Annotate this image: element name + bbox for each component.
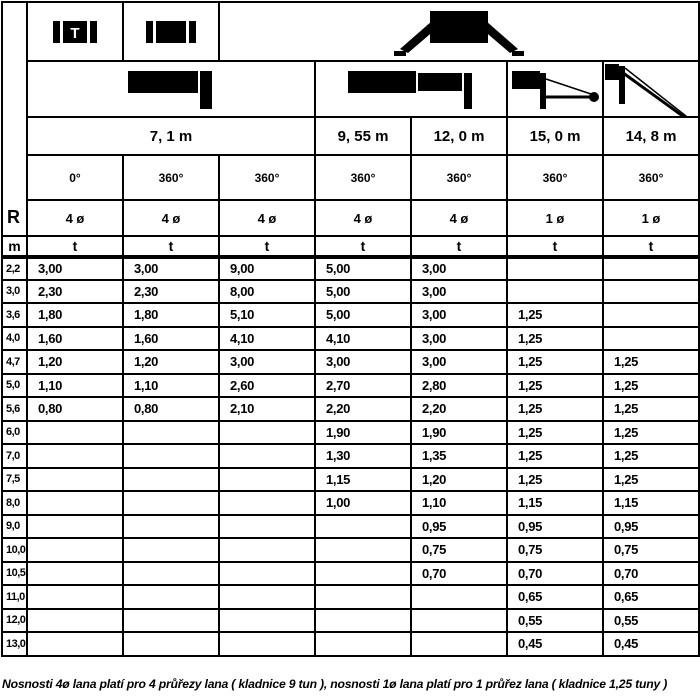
load-value-cell: 0,65 xyxy=(506,584,602,608)
radius-cell: 11,0 xyxy=(1,584,26,608)
load-value-cell: 0,95 xyxy=(410,514,506,538)
load-value-cell xyxy=(218,608,314,632)
load-value-cell xyxy=(122,537,218,561)
load-value-cell xyxy=(314,584,410,608)
boom-length-5: 14, 8 m xyxy=(602,116,698,154)
load-value-cell xyxy=(26,631,122,655)
load-value-cell: 3,00 xyxy=(26,255,122,279)
load-value-cell xyxy=(410,608,506,632)
load-value-cell xyxy=(314,608,410,632)
load-value-cell: 1,25 xyxy=(602,373,698,397)
load-value-cell: 0,95 xyxy=(602,514,698,538)
load-value-cell xyxy=(122,490,218,514)
load-value-cell: 1,15 xyxy=(506,490,602,514)
load-value-cell: 2,60 xyxy=(218,373,314,397)
load-unit: t xyxy=(26,235,122,255)
load-value-cell: 2,10 xyxy=(218,396,314,420)
load-value-cell: 1,20 xyxy=(410,467,506,491)
load-value-cell: 5,10 xyxy=(218,302,314,326)
load-value-cell xyxy=(122,514,218,538)
load-value-cell xyxy=(218,561,314,585)
load-value-cell xyxy=(26,561,122,585)
radius-cell: 10,0 xyxy=(1,537,26,561)
load-value-cell: 1,25 xyxy=(506,467,602,491)
radius-cell: 7,5 xyxy=(1,467,26,491)
boom-length-4: 15, 0 m xyxy=(506,116,602,154)
load-value-cell: 0,65 xyxy=(602,584,698,608)
load-value-cell: 3,00 xyxy=(410,326,506,350)
load-value-cell: 1,10 xyxy=(122,373,218,397)
load-value-cell xyxy=(602,255,698,279)
load-value-cell: 1,35 xyxy=(410,443,506,467)
load-value-cell: 0,75 xyxy=(410,537,506,561)
boom-length-3: 12, 0 m xyxy=(410,116,506,154)
radius-cell: 10,5 xyxy=(1,561,26,585)
rope-strands: 4 ø xyxy=(218,199,314,235)
boom-length-1: 7, 1 m xyxy=(26,116,314,154)
rope-strands: 4 ø xyxy=(122,199,218,235)
load-value-cell: 2,30 xyxy=(122,279,218,303)
radius-cell: 5,6 xyxy=(1,396,26,420)
slew-angle: 360° xyxy=(410,154,506,199)
load-value-cell xyxy=(26,584,122,608)
load-value-cell: 0,55 xyxy=(506,608,602,632)
load-unit: t xyxy=(218,235,314,255)
load-value-cell: 5,00 xyxy=(314,302,410,326)
load-value-cell: 0,75 xyxy=(602,537,698,561)
load-value-cell xyxy=(122,443,218,467)
load-value-cell: 3,00 xyxy=(122,255,218,279)
boom-pictogram-short xyxy=(26,60,314,116)
load-value-cell xyxy=(218,420,314,444)
load-value-cell: 0,55 xyxy=(602,608,698,632)
load-value-cell: 1,25 xyxy=(506,349,602,373)
load-value-cell: 0,95 xyxy=(506,514,602,538)
jib-pictogram-angled xyxy=(602,60,698,116)
load-value-cell xyxy=(122,608,218,632)
load-value-cell xyxy=(314,631,410,655)
load-value-cell: 1,25 xyxy=(602,420,698,444)
load-value-cell: 1,60 xyxy=(26,326,122,350)
load-value-cell: 8,00 xyxy=(218,279,314,303)
outrigger-box-pictogram xyxy=(122,1,218,60)
load-value-cell: 1,20 xyxy=(26,349,122,373)
load-value-cell: 0,80 xyxy=(26,396,122,420)
load-value-cell xyxy=(26,420,122,444)
load-value-cell xyxy=(314,514,410,538)
load-value-cell xyxy=(218,537,314,561)
load-value-cell: 1,25 xyxy=(506,396,602,420)
load-value-cell xyxy=(218,584,314,608)
load-value-cell: 1,25 xyxy=(602,349,698,373)
load-value-cell xyxy=(122,584,218,608)
load-value-cell: 1,60 xyxy=(122,326,218,350)
radius-cell: 9,0 xyxy=(1,514,26,538)
load-value-cell xyxy=(218,443,314,467)
load-value-cell xyxy=(410,631,506,655)
load-value-cell xyxy=(122,561,218,585)
load-value-cell: 4,10 xyxy=(218,326,314,350)
load-value-cell: 3,00 xyxy=(410,349,506,373)
load-value-cell xyxy=(122,631,218,655)
radius-cell: 2,2 xyxy=(1,255,26,279)
radius-cell: 8,0 xyxy=(1,490,26,514)
radius-cell: 3,0 xyxy=(1,279,26,303)
load-value-cell xyxy=(602,279,698,303)
load-value-cell: 5,00 xyxy=(314,255,410,279)
load-value-cell: 9,00 xyxy=(218,255,314,279)
load-value-cell: 5,00 xyxy=(314,279,410,303)
load-value-cell xyxy=(122,420,218,444)
load-value-cell: 2,70 xyxy=(314,373,410,397)
load-value-cell: 2,80 xyxy=(410,373,506,397)
svg-text:T: T xyxy=(70,24,80,42)
load-value-cell xyxy=(506,279,602,303)
load-value-cell xyxy=(218,490,314,514)
load-value-cell: 1,15 xyxy=(602,490,698,514)
load-value-cell xyxy=(602,302,698,326)
load-value-cell xyxy=(122,467,218,491)
load-value-cell: 1,25 xyxy=(602,443,698,467)
radius-cell: 4,0 xyxy=(1,326,26,350)
load-value-cell: 0,45 xyxy=(506,631,602,655)
radius-cell: 4,7 xyxy=(1,349,26,373)
load-unit: t xyxy=(410,235,506,255)
load-unit: t xyxy=(602,235,698,255)
load-value-cell xyxy=(314,561,410,585)
load-value-cell xyxy=(410,584,506,608)
load-value-cell: 1,25 xyxy=(506,420,602,444)
slew-angle: 360° xyxy=(506,154,602,199)
radius-cell: 3,6 xyxy=(1,302,26,326)
load-value-cell: 1,20 xyxy=(122,349,218,373)
slew-angle: 360° xyxy=(122,154,218,199)
load-value-cell: 1,30 xyxy=(314,443,410,467)
radius-symbol: R xyxy=(7,206,20,227)
load-value-cell xyxy=(26,608,122,632)
load-value-cell: 3,00 xyxy=(410,255,506,279)
load-chart-table xyxy=(1,1,700,657)
rope-strands: 4 ø xyxy=(410,199,506,235)
rope-strands: 4 ø xyxy=(314,199,410,235)
outrigger-t-pictogram xyxy=(26,1,122,60)
load-value-cell xyxy=(314,537,410,561)
load-value-cell: 0,70 xyxy=(602,561,698,585)
jib-pictogram-horizontal xyxy=(506,60,602,116)
load-value-cell xyxy=(602,326,698,350)
slew-angle: 0° xyxy=(26,154,122,199)
load-value-cell: 1,15 xyxy=(314,467,410,491)
load-value-cell: 1,25 xyxy=(506,326,602,350)
footnote: Nosnosti 4ø lana platí pro 4 průřezy lana ( kladnice 9 tun ), nosnosti 1ø lana platí pro 1 průřez lana ( kladnice 1,25 tuny ) xyxy=(2,677,668,691)
load-unit: t xyxy=(314,235,410,255)
load-value-cell: 2,20 xyxy=(410,396,506,420)
load-value-cell: 1,25 xyxy=(506,443,602,467)
load-unit: t xyxy=(122,235,218,255)
radius-cell: 7,0 xyxy=(1,443,26,467)
load-value-cell: 2,30 xyxy=(26,279,122,303)
rope-strands: 1 ø xyxy=(602,199,698,235)
load-value-cell xyxy=(26,490,122,514)
slew-angle: 360° xyxy=(602,154,698,199)
load-value-cell: 0,75 xyxy=(506,537,602,561)
boom-pictogram-extended xyxy=(314,60,506,116)
radius-unit: m xyxy=(1,235,26,255)
load-value-cell: 1,90 xyxy=(410,420,506,444)
load-value-cell: 3,00 xyxy=(410,302,506,326)
load-value-cell xyxy=(26,467,122,491)
load-value-cell: 0,70 xyxy=(506,561,602,585)
load-value-cell: 1,80 xyxy=(26,302,122,326)
load-value-cell: 1,25 xyxy=(602,467,698,491)
load-value-cell xyxy=(218,631,314,655)
radius-cell: 12,0 xyxy=(1,608,26,632)
radius-cell: 5,0 xyxy=(1,373,26,397)
slew-angle: 360° xyxy=(314,154,410,199)
load-unit: t xyxy=(506,235,602,255)
load-value-cell: 1,25 xyxy=(602,396,698,420)
load-value-cell xyxy=(26,514,122,538)
load-value-cell: 2,20 xyxy=(314,396,410,420)
radius-cell: 6,0 xyxy=(1,420,26,444)
load-value-cell xyxy=(506,255,602,279)
load-value-cell: 1,10 xyxy=(410,490,506,514)
load-value-cell: 4,10 xyxy=(314,326,410,350)
load-value-cell xyxy=(218,514,314,538)
load-value-cell: 1,25 xyxy=(506,302,602,326)
load-value-cell: 1,00 xyxy=(314,490,410,514)
load-value-cell xyxy=(26,537,122,561)
load-value-cell: 0,45 xyxy=(602,631,698,655)
load-value-cell xyxy=(218,467,314,491)
slew-angle: 360° xyxy=(218,154,314,199)
load-value-cell: 0,70 xyxy=(410,561,506,585)
rope-strands: 1 ø xyxy=(506,199,602,235)
crane-outriggers-pictogram xyxy=(218,1,698,60)
load-value-cell: 3,00 xyxy=(218,349,314,373)
load-value-cell: 1,90 xyxy=(314,420,410,444)
load-value-cell xyxy=(26,443,122,467)
load-value-cell: 0,80 xyxy=(122,396,218,420)
load-value-cell: 1,80 xyxy=(122,302,218,326)
radius-cell: 13,0 xyxy=(1,631,26,655)
boom-length-2: 9, 55 m xyxy=(314,116,410,154)
load-value-cell: 1,25 xyxy=(506,373,602,397)
load-value-cell: 1,10 xyxy=(26,373,122,397)
load-value-cell: 3,00 xyxy=(410,279,506,303)
rope-strands: 4 ø xyxy=(26,199,122,235)
load-value-cell: 3,00 xyxy=(314,349,410,373)
